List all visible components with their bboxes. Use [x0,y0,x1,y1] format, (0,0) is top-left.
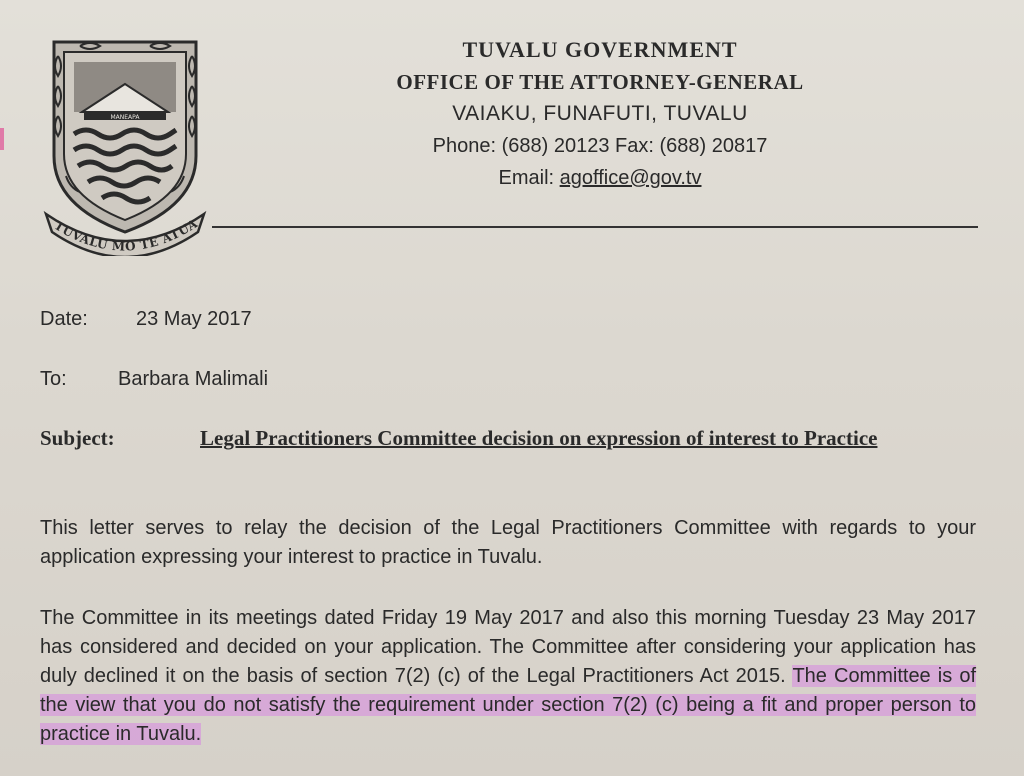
body-paragraph-1: This letter serves to relay the decision of the Legal Practitioners Committee with regards to your application expressing your interest to practice in Tuvalu. [40,517,976,568]
government-name: TUVALU GOVERNMENT [462,37,738,62]
paragraph-2-plain: The Committee in its meetings dated Friday 19 May 2017 and also this morning Tuesday 23 May 2017 has considered and decided on your application. The Committee after considering your application has duly declined it on the basis of section 7(2) (c) of the Legal Practitioners Act 2015. [40,607,976,687]
office-name: OFFICE OF THE ATTORNEY-GENERAL [396,70,804,94]
header-divider [212,226,978,228]
recipient-name: Barbara Malimali [118,368,269,390]
coat-of-arms-crest-icon [40,36,210,256]
highlighted-sentence: The Committee is of the view that you do not satisfy the requirement under section 7(2) (c) being a fit and proper person to practice in Tuvalu. [40,665,976,745]
crest-motto: TUVALU MO TE ATUA [51,216,201,254]
to-label: To: [40,368,67,390]
subject-text: Legal Practitioners Committee decision on expression of interest to Practice [200,426,878,450]
subject-line [200,424,975,453]
subject-label: Subject: [40,426,115,450]
date-value: 23 May 2017 [136,308,252,330]
email-link[interactable]: agoffice@gov.tv [559,167,702,189]
letterhead [320,34,880,194]
office-location: VAIAKU, FUNAFUTI, TUVALU [452,102,748,125]
email-line [320,162,880,194]
email-label: Email: [498,167,560,189]
body-paragraph-2 [40,604,976,749]
edge-mark [0,128,4,150]
phone-fax-line: Phone: (688) 20123 Fax: (688) 20817 [432,135,768,157]
crest-building-text: MANEAPA [110,114,140,121]
date-label: Date: [40,308,88,330]
